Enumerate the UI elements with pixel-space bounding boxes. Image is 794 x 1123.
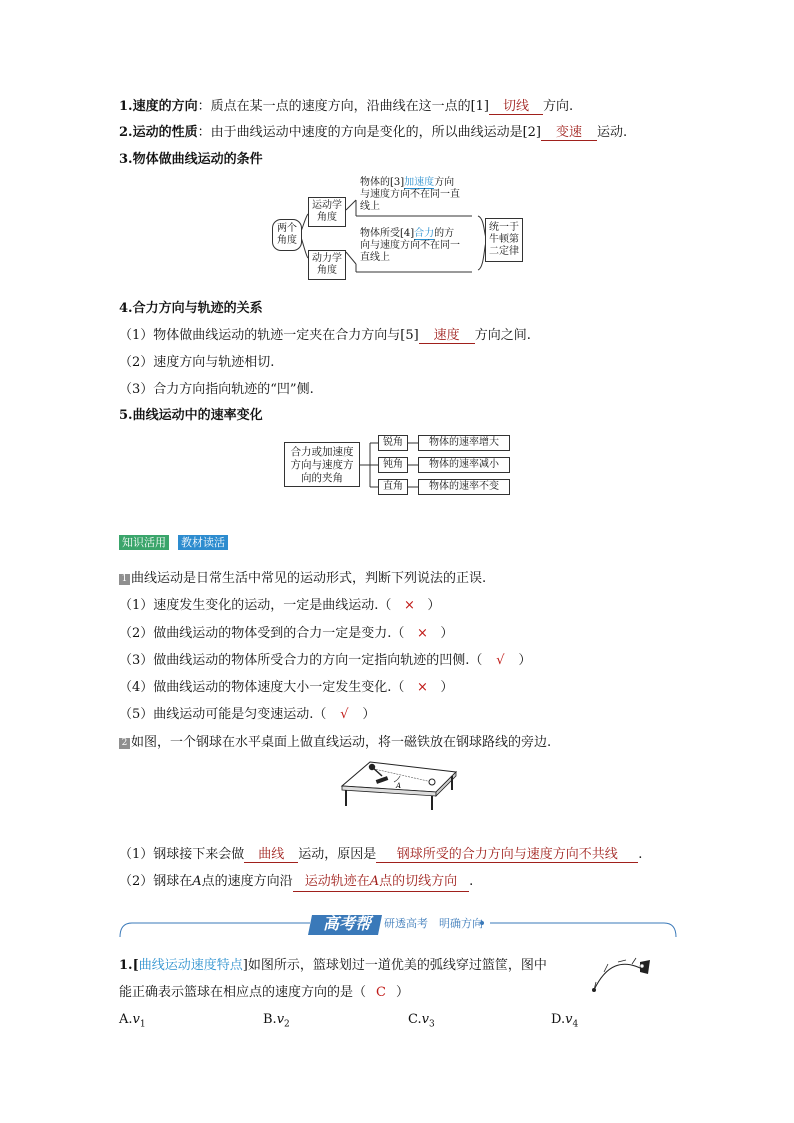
s1-text-b: 方向. bbox=[543, 99, 574, 114]
section-1 bbox=[119, 98, 573, 116]
q2-answer-1 bbox=[119, 846, 642, 864]
q1-number-badge: 1 bbox=[119, 574, 130, 585]
q1-item5-text: （5）曲线运动可能是匀变速运动.（ bbox=[119, 707, 327, 722]
s4-item-2: （2）速度方向与轨迹相切. bbox=[119, 355, 275, 370]
q1-item1-mark: × bbox=[403, 598, 415, 613]
result-decrease: 物体的速率减小 bbox=[418, 457, 510, 473]
option-b-var: v bbox=[276, 1012, 285, 1027]
s4-item-1 bbox=[119, 327, 531, 345]
unify-3: 二定律 bbox=[489, 246, 519, 257]
diagram1-root bbox=[272, 219, 302, 251]
dyn-text-b: 的方 bbox=[434, 228, 455, 239]
q1-item3-mark: √ bbox=[496, 653, 505, 668]
q2-stem: 如图，一个钢球在水平桌面上做直线运动，将一磁铁放在钢球路线的旁边. bbox=[131, 735, 552, 750]
q1-item4-mark: × bbox=[416, 680, 428, 695]
q2-a1-end: . bbox=[638, 847, 643, 862]
q2-a1-pre: （1）钢球接下来会做 bbox=[119, 847, 245, 862]
q2-a2-ans-point: A bbox=[369, 874, 380, 889]
banner-title: 高考帮 bbox=[322, 914, 371, 933]
q2-a2-ans-a: 运动轨迹在 bbox=[304, 874, 370, 889]
kin-text-b: 方向 bbox=[434, 177, 455, 188]
kin-line-2-text: 与速度方向不在同一直 bbox=[360, 189, 460, 200]
section-5-title: 5.曲线运动中的速率变化 bbox=[119, 408, 263, 423]
s2-title: 运动的性质 bbox=[132, 125, 198, 140]
q2-a1-mid: 运动，原因是 bbox=[298, 847, 377, 862]
point-a-label: A bbox=[396, 782, 402, 790]
dyn-text-a: 物体所受[4] bbox=[360, 228, 415, 239]
angle-obtuse: 钝角 bbox=[378, 457, 408, 473]
s4-item1-a: （1）物体做曲线运动的轨迹一定夹在合力方向与[5] bbox=[119, 328, 419, 343]
s1-text-a: ：质点在某一点的速度方向，沿曲线在这一点的[1] bbox=[197, 99, 490, 114]
q2-a2-ans-b: 点的切线方向 bbox=[379, 874, 458, 889]
option-c-sub: 3 bbox=[428, 1019, 435, 1030]
q2-answer-2 bbox=[119, 873, 473, 892]
s4-item1-b: 方向之间. bbox=[474, 328, 531, 343]
q2-a1-answer: 曲线 bbox=[244, 847, 298, 863]
p1-topic: 曲线运动速度特点 bbox=[138, 958, 243, 973]
root-line-2: 角度 bbox=[277, 235, 297, 246]
q1-stem-line bbox=[119, 570, 486, 588]
q1-item3-text: （3）做曲线运动的物体所受合力的方向一定指向轨迹的凹侧.（ bbox=[119, 653, 483, 668]
p1-text-a: ]如图所示，篮球划过一道优美的弧线穿过篮筐，图中 bbox=[242, 958, 547, 973]
option-b-letter: B. bbox=[263, 1012, 277, 1027]
q1-item-2 bbox=[119, 625, 453, 643]
q1-item2-close: ） bbox=[440, 626, 454, 641]
option-a-var: v bbox=[132, 1012, 140, 1027]
q2-a2-answer bbox=[293, 873, 469, 892]
tag-knowledge: 知识活用 bbox=[119, 535, 169, 550]
s2-answer: 变速 bbox=[541, 125, 597, 141]
dyn-answer: 合力 bbox=[414, 228, 435, 239]
kin-text bbox=[360, 177, 460, 213]
angle-acute: 锐角 bbox=[378, 435, 408, 451]
s1-title: 速度的方向 bbox=[132, 99, 198, 114]
section-4-title: 4.合力方向与轨迹的关系 bbox=[119, 301, 263, 316]
q1-item-3 bbox=[119, 652, 531, 670]
result-constant: 物体的速率不变 bbox=[418, 479, 510, 495]
s4-item-3: （3）合力方向指向轨迹的“凹”侧. bbox=[119, 382, 314, 397]
q2-a2-mid: 点的速度方向沿 bbox=[201, 874, 293, 889]
q2-a2-pre: （2）钢球在 bbox=[119, 874, 193, 889]
option-d-var: v bbox=[565, 1012, 573, 1027]
diagram1-dynamics-box bbox=[308, 250, 346, 280]
left-1: 合力或加速度 bbox=[290, 446, 354, 458]
option-c[interactable] bbox=[408, 1011, 435, 1034]
q1-item5-close: ） bbox=[362, 707, 376, 722]
banner-subtitle: 研透高考 明确方向 bbox=[384, 917, 483, 930]
q2-stem-line bbox=[119, 734, 551, 752]
q2-a1-reason: 钢球所受的合力方向与速度方向不共线 bbox=[376, 847, 638, 863]
section-3-title: 3.物体做曲线运动的条件 bbox=[119, 152, 263, 167]
s1-answer: 切线 bbox=[489, 99, 543, 115]
table-ball-magnet-figure bbox=[336, 758, 460, 812]
q2-a2-point: A bbox=[192, 874, 202, 889]
q1-item4-text: （4）做曲线运动的物体速度大小一定发生变化.（ bbox=[119, 680, 405, 695]
option-d-letter: D. bbox=[551, 1012, 566, 1027]
option-b[interactable] bbox=[263, 1011, 290, 1034]
option-c-letter: C. bbox=[408, 1012, 422, 1027]
p1-text-b: 能正确表示篮球在相应点的速度方向的是（ bbox=[119, 985, 367, 1000]
unify-1: 统一于 bbox=[489, 222, 519, 233]
q1-item2-mark: × bbox=[416, 626, 428, 641]
q1-item2-text: （2）做曲线运动的物体受到的合力一定是变力.（ bbox=[119, 626, 405, 641]
option-d[interactable] bbox=[551, 1011, 578, 1034]
condition-diagram bbox=[270, 172, 530, 282]
q1-item1-close: ） bbox=[427, 598, 441, 613]
option-c-var: v bbox=[421, 1012, 429, 1027]
speed-change-diagram bbox=[284, 433, 514, 497]
q1-item-4 bbox=[119, 679, 453, 697]
q1-item5-mark: √ bbox=[340, 707, 349, 722]
left-2: 方向与速度方 bbox=[290, 459, 354, 471]
p1-answer: C bbox=[376, 985, 386, 1000]
left-3: 向的夹角 bbox=[301, 472, 343, 484]
result-increase: 物体的速率增大 bbox=[418, 435, 510, 451]
q1-item3-close: ） bbox=[518, 653, 532, 668]
p1-prefix: 1.[ bbox=[119, 958, 139, 973]
q2-number-badge: 2 bbox=[119, 738, 130, 749]
s4-item1-answer: 速度 bbox=[419, 328, 475, 344]
s2-prefix: 2. bbox=[119, 125, 133, 140]
kin-line-2: 角度 bbox=[317, 212, 337, 223]
s2-text-a: ：由于曲线运动中速度的方向是变化的，所以曲线运动是[2] bbox=[197, 125, 542, 140]
s2-text-b: 运动. bbox=[597, 125, 628, 140]
option-a-sub: 1 bbox=[139, 1019, 146, 1030]
p1-line-2 bbox=[119, 984, 409, 1002]
option-d-sub: 4 bbox=[572, 1019, 579, 1030]
diagram1-kinematics-box bbox=[308, 197, 346, 227]
root-line-1: 两个 bbox=[277, 223, 297, 234]
q1-item1-text: （1）速度发生变化的运动，一定是曲线运动.（ bbox=[119, 598, 392, 613]
kin-answer: 加速度 bbox=[404, 177, 435, 188]
q2-a2-end: . bbox=[469, 874, 474, 889]
q1-item-1 bbox=[119, 597, 440, 615]
dyn-line-3-text: 直线上 bbox=[360, 252, 390, 263]
dyn-line-2: 角度 bbox=[317, 265, 337, 276]
dyn-line-2-text: 向与速度方向不在同一 bbox=[360, 240, 460, 251]
section-2 bbox=[119, 124, 627, 142]
q1-stem: 曲线运动是日常生活中常见的运动形式，判断下列说法的正误. bbox=[131, 571, 487, 586]
kin-text-a: 物体的[3] bbox=[360, 177, 405, 188]
basketball-arc-figure bbox=[588, 952, 654, 998]
diagram2-left-box bbox=[284, 442, 360, 487]
kin-line-1: 运动学 bbox=[312, 200, 342, 211]
option-b-sub: 2 bbox=[284, 1019, 290, 1030]
dyn-line-1: 动力学 bbox=[312, 253, 342, 264]
p1-close: ） bbox=[396, 985, 410, 1000]
diagram1-unify-box bbox=[485, 218, 523, 262]
option-a[interactable] bbox=[119, 1011, 146, 1034]
kin-line-3-text: 线上 bbox=[360, 201, 380, 212]
angle-right: 直角 bbox=[378, 479, 408, 495]
option-a-letter: A. bbox=[119, 1012, 133, 1027]
p1-line-1 bbox=[119, 957, 547, 975]
dyn-text bbox=[360, 228, 460, 264]
unify-2: 牛顿第 bbox=[489, 234, 519, 245]
tag-textbook: 教材读活 bbox=[178, 535, 228, 550]
q1-item4-close: ） bbox=[440, 680, 454, 695]
q1-item-5 bbox=[119, 706, 375, 724]
s1-prefix: 1. bbox=[119, 99, 133, 114]
